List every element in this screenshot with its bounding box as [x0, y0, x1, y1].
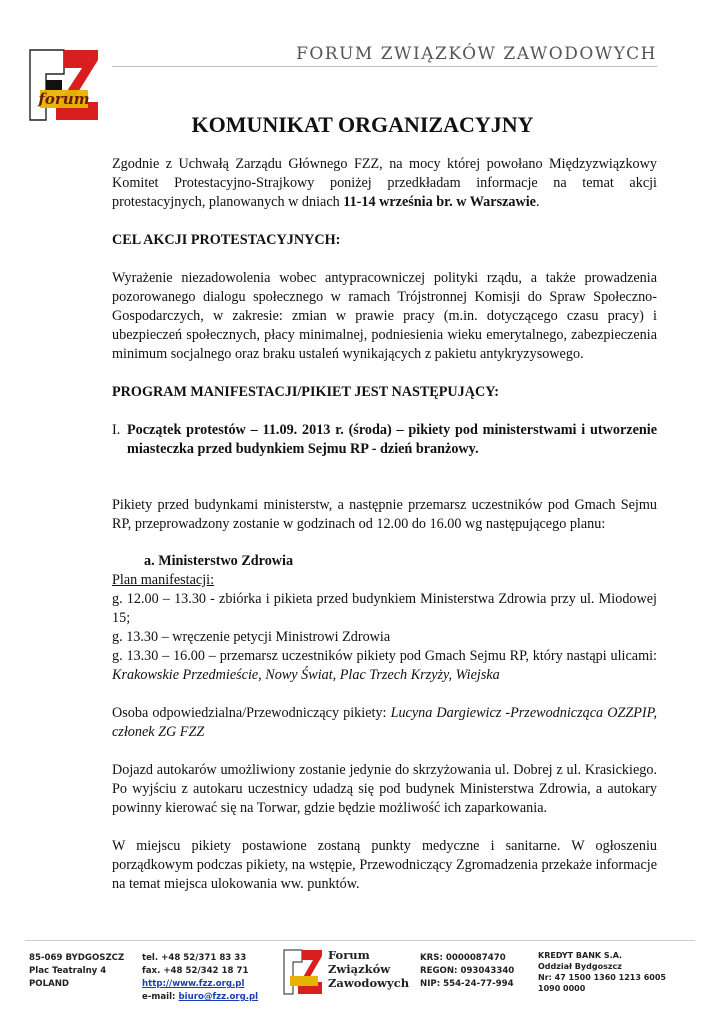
- program-item-number: I.: [112, 422, 121, 438]
- responsible-paragraph: [112, 704, 657, 742]
- footer-address-line: POLAND: [29, 979, 70, 989]
- goal-heading: CEL AKCJI PROTESTACYJNYCH:: [112, 232, 341, 248]
- program-heading: PROGRAM MANIFESTACJI/PIKIET JEST NASTĘPUJĄCY:: [112, 384, 499, 400]
- goal-paragraph: Wyrażenie niezadowolenia wobec antypracowniczej polityki rządu, a także prowadzenia pozorowanego dialogu społecznego w ramach Trójstronnej Komisji do Spraw Społeczno-Gospodarczych, w zakresie: zmian w prawie pracy (m.in. dotyczącego czasu pracy) i ubezpieczeń społecznych, płacy minimalnej, podniesienia wieku emerytalnego, zabezpieczenia minimum socjalnego oraz braku ustaleń wynikających z pakietu antykryzysowego.: [112, 270, 657, 362]
- program-item: [112, 421, 657, 459]
- footer-bank: [538, 950, 666, 994]
- footer-bank-line: Oddział Bydgoszcz: [538, 962, 622, 971]
- footer-krs: KRS: 0000087470: [420, 953, 506, 963]
- intro-end: .: [535, 194, 540, 210]
- plan-label: Plan manifestacji:: [112, 572, 215, 588]
- intro-text: Zgodnie z Uchwałą Zarządu Głównego FZZ, na mocy której powołano Międzyzwiązkowy Komitet Protestacyjno-Strajkowy poniżej przedkładam informacje na temat akcji protestacyjnych, planowanych w dniach: [112, 156, 657, 210]
- footer-bank-line: KREDYT BANK S.A.: [538, 951, 623, 960]
- footer-tel: tel. +48 52/371 83 33: [142, 953, 247, 963]
- plan-streets: Krakowskie Przedmieście, Nowy Świat, Plac Trzech Krzyży, Wiejska: [112, 667, 500, 683]
- pickets-paragraph: Pikiety przed budynkami ministerstw, a następnie przemarsz uczestników pod Gmach Sejmu RP, przeprowadzony zostanie w godzinach od 12.00 do 16.00 wg następującego planu:: [112, 497, 657, 532]
- footer-registry: [420, 952, 514, 991]
- footer-fax: fax. +48 52/342 18 71: [142, 966, 249, 976]
- header-divider: [112, 66, 657, 67]
- intro-dates: 11-14 września br. w Warszawie: [343, 194, 536, 210]
- footer-logo: [282, 948, 324, 996]
- footer-email-label: e-mail:: [142, 992, 179, 1002]
- plan-line-2: g. 13.30 – wręczenie petycji Ministrowi Zdrowia: [112, 629, 391, 645]
- footer-contact: [142, 952, 258, 1004]
- responsible-label: Osoba odpowiedzialna/Przewodniczący pikiety:: [112, 705, 391, 721]
- plan-line-3-text: g. 13.30 – 16.00 – przemarsz uczestników pikiety pod Gmach Sejmu RP, który nastąpi ulicami:: [112, 648, 657, 664]
- medical-paragraph: W miejscu pikiety postawione zostaną punkty medyczne i sanitarne. W ogłoszeniu porządkowym podczas pikiety, na wstępie, Przewodniczący Zgromadzenia przekaże informacje na temat miejsca ulokowania ww. punktów.: [112, 838, 657, 892]
- footer-divider: [25, 940, 695, 941]
- footer-address-line: 85-069 BYDGOSZCZ: [29, 953, 125, 963]
- intro-paragraph: [112, 155, 657, 212]
- plan-line-3: [112, 647, 657, 685]
- footer-logo-line: Zawodowych: [328, 976, 410, 990]
- ministry-heading: a. Ministerstwo Zdrowia: [144, 553, 294, 569]
- footer-address-line: Plac Teatralny 4: [29, 966, 107, 976]
- transport-paragraph: Dojazd autokarów umożliwiony zostanie jedynie do skrzyżowania ul. Dobrej z ul. Krasickiego. Po wyjściu z autokaru uczestnicy udadzą się pod budynek Ministerstwa Zdrowia, a autokary powinny kierować się na Torwar, gdzie będzie możliwość ich zaparkowania.: [112, 762, 657, 816]
- footer-logo-line: Forum: [328, 948, 370, 962]
- org-name-header: FORUM ZWIĄZKÓW ZAWODOWYCH: [296, 44, 657, 64]
- footer-logo-line: Związków: [328, 962, 391, 976]
- page-footer: [0, 940, 725, 1024]
- footer-regon: REGON: 093043340: [420, 966, 515, 976]
- footer-address: [29, 952, 124, 991]
- footer-email-link[interactable]: biuro@fzz.org.pl: [178, 992, 259, 1002]
- footer-website-link[interactable]: http://www.fzz.org.pl: [142, 979, 245, 989]
- footer-bank-line: Nr: 47 1500 1360 1213 6005: [538, 973, 666, 982]
- footer-bank-line: 1090 0000: [538, 984, 586, 993]
- plan-line-1: g. 12.00 – 13.30 - zbiórka i pikieta przed budynkiem Ministerstwa Zdrowia przy ul. Miodowej 15;: [112, 591, 657, 626]
- footer-nip: NIP: 554-24-77-994: [420, 979, 514, 989]
- document-body: [112, 155, 657, 894]
- program-item-text: Początek protestów – 11.09. 2013 r. (środa) – pikiety pod ministerstwami i utworzenie miasteczka przed budynkiem Sejmu RP - dzień branżowy.: [127, 422, 657, 457]
- svg-text:forum: forum: [38, 90, 90, 108]
- footer-logo-text: [328, 948, 409, 990]
- responsible-name: Lucyna Dargiewicz -Przewodnicząca OZZPIP, członek ZG FZZ: [112, 705, 657, 740]
- document-title: KOMUNIKAT ORGANIZACYJNY: [191, 112, 534, 137]
